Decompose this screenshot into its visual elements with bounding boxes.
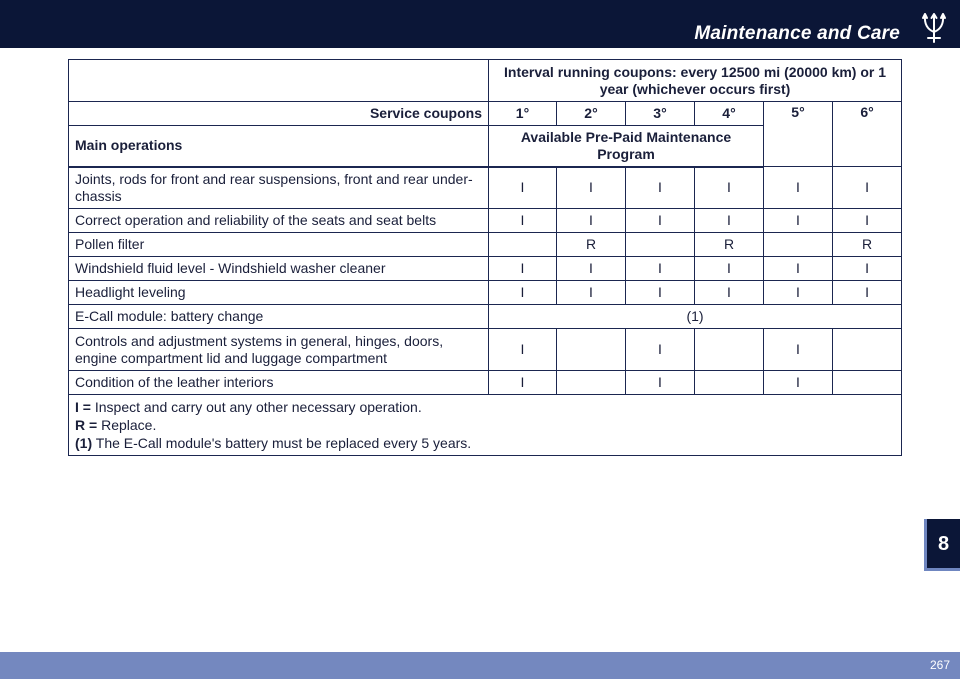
value-cell: I bbox=[833, 281, 902, 305]
header-row-coupons bbox=[69, 102, 902, 126]
value-cell: I bbox=[489, 329, 557, 371]
operation-cell: Pollen filter bbox=[69, 233, 489, 257]
value-cell: I bbox=[695, 209, 764, 233]
value-cell: I bbox=[557, 167, 626, 209]
value-cell: R bbox=[833, 233, 902, 257]
value-cell: I bbox=[626, 209, 695, 233]
legend-key: I = bbox=[75, 399, 91, 415]
value-cell bbox=[833, 329, 902, 371]
legend-item bbox=[75, 416, 895, 434]
value-cell bbox=[764, 233, 833, 257]
value-cell: R bbox=[557, 233, 626, 257]
footer-bar bbox=[0, 652, 960, 679]
coupon-1: 1° bbox=[489, 102, 557, 126]
value-cell bbox=[695, 371, 764, 395]
value-cell: I bbox=[626, 257, 695, 281]
legend-key: (1) bbox=[75, 435, 93, 451]
interval-heading: Interval running coupons: every 12500 mi (20000 km) or 1 year (whichever occurs first) bbox=[489, 60, 902, 102]
coupon-5: 5° bbox=[764, 102, 833, 167]
coupon-6: 6° bbox=[833, 102, 902, 167]
value-cell: I bbox=[489, 371, 557, 395]
value-cell: I bbox=[626, 371, 695, 395]
maintenance-schedule-table bbox=[68, 59, 902, 456]
legend-row bbox=[69, 395, 902, 456]
value-cell: I bbox=[833, 257, 902, 281]
value-cell: I bbox=[557, 281, 626, 305]
value-cell: I bbox=[489, 281, 557, 305]
value-cell: R bbox=[695, 233, 764, 257]
value-cell: I bbox=[557, 257, 626, 281]
operation-cell: Correct operation and reliability of the seats and seat belts bbox=[69, 209, 489, 233]
page-number: 267 bbox=[929, 658, 950, 672]
header-bar bbox=[0, 0, 960, 48]
value-cell bbox=[557, 329, 626, 371]
operation-cell: Condition of the leather interiors bbox=[69, 371, 489, 395]
coupon-2: 2° bbox=[557, 102, 626, 126]
table-row bbox=[69, 329, 902, 371]
legend-cell bbox=[69, 395, 902, 456]
legend-text: The E-Call module's battery must be replaced every 5 years. bbox=[92, 435, 472, 451]
blank-header-cell bbox=[69, 60, 489, 102]
chapter-number: 8 bbox=[937, 533, 950, 555]
chapter-tab bbox=[924, 519, 960, 571]
table-row bbox=[69, 233, 902, 257]
value-cell: I bbox=[557, 209, 626, 233]
prepaid-program-label: Available Pre-Paid Maintenance Program bbox=[489, 126, 764, 167]
value-cell: I bbox=[626, 329, 695, 371]
legend-item bbox=[75, 398, 895, 416]
value-cell: I bbox=[833, 167, 902, 209]
value-cell: I bbox=[695, 167, 764, 209]
value-cell bbox=[557, 371, 626, 395]
legend-text: Inspect and carry out any other necessary operation. bbox=[90, 399, 422, 415]
table-row bbox=[69, 281, 902, 305]
operation-cell: Controls and adjustment systems in general, hinges, doors, engine compartment lid and luggage compartment bbox=[69, 329, 489, 371]
coupon-3: 3° bbox=[626, 102, 695, 126]
value-cell: I bbox=[489, 209, 557, 233]
value-cell: I bbox=[695, 257, 764, 281]
value-cell: I bbox=[764, 209, 833, 233]
operation-cell: Joints, rods for front and rear suspensions, front and rear under-chassis bbox=[69, 167, 489, 209]
value-cell bbox=[626, 233, 695, 257]
value-cell bbox=[489, 233, 557, 257]
section-title: Maintenance and Care bbox=[694, 23, 900, 44]
table-row bbox=[69, 305, 902, 329]
trident-icon bbox=[920, 10, 948, 44]
coupon-4: 4° bbox=[695, 102, 764, 126]
table-row bbox=[69, 371, 902, 395]
value-cell: I bbox=[626, 281, 695, 305]
legend-item bbox=[75, 434, 895, 452]
table-row bbox=[69, 257, 902, 281]
value-cell-span: (1) bbox=[489, 305, 902, 329]
value-cell: I bbox=[764, 167, 833, 209]
value-cell: I bbox=[764, 281, 833, 305]
service-coupons-label: Service coupons bbox=[69, 102, 489, 126]
value-cell bbox=[695, 329, 764, 371]
value-cell: I bbox=[764, 329, 833, 371]
value-cell bbox=[833, 371, 902, 395]
operation-cell: Windshield fluid level - Windshield washer cleaner bbox=[69, 257, 489, 281]
value-cell: I bbox=[489, 257, 557, 281]
value-cell: I bbox=[489, 167, 557, 209]
value-cell: I bbox=[833, 209, 902, 233]
header-row-interval bbox=[69, 60, 902, 102]
value-cell: I bbox=[626, 167, 695, 209]
table-row bbox=[69, 167, 902, 209]
legend-key: R = bbox=[75, 417, 98, 433]
main-operations-label: Main operations bbox=[69, 126, 489, 167]
operation-cell: Headlight leveling bbox=[69, 281, 489, 305]
value-cell: I bbox=[695, 281, 764, 305]
legend-text: Replace. bbox=[97, 417, 157, 433]
maintenance-table-wrapper bbox=[68, 59, 901, 456]
table-row bbox=[69, 209, 902, 233]
value-cell: I bbox=[764, 371, 833, 395]
operation-cell: E-Call module: battery change bbox=[69, 305, 489, 329]
value-cell: I bbox=[764, 257, 833, 281]
